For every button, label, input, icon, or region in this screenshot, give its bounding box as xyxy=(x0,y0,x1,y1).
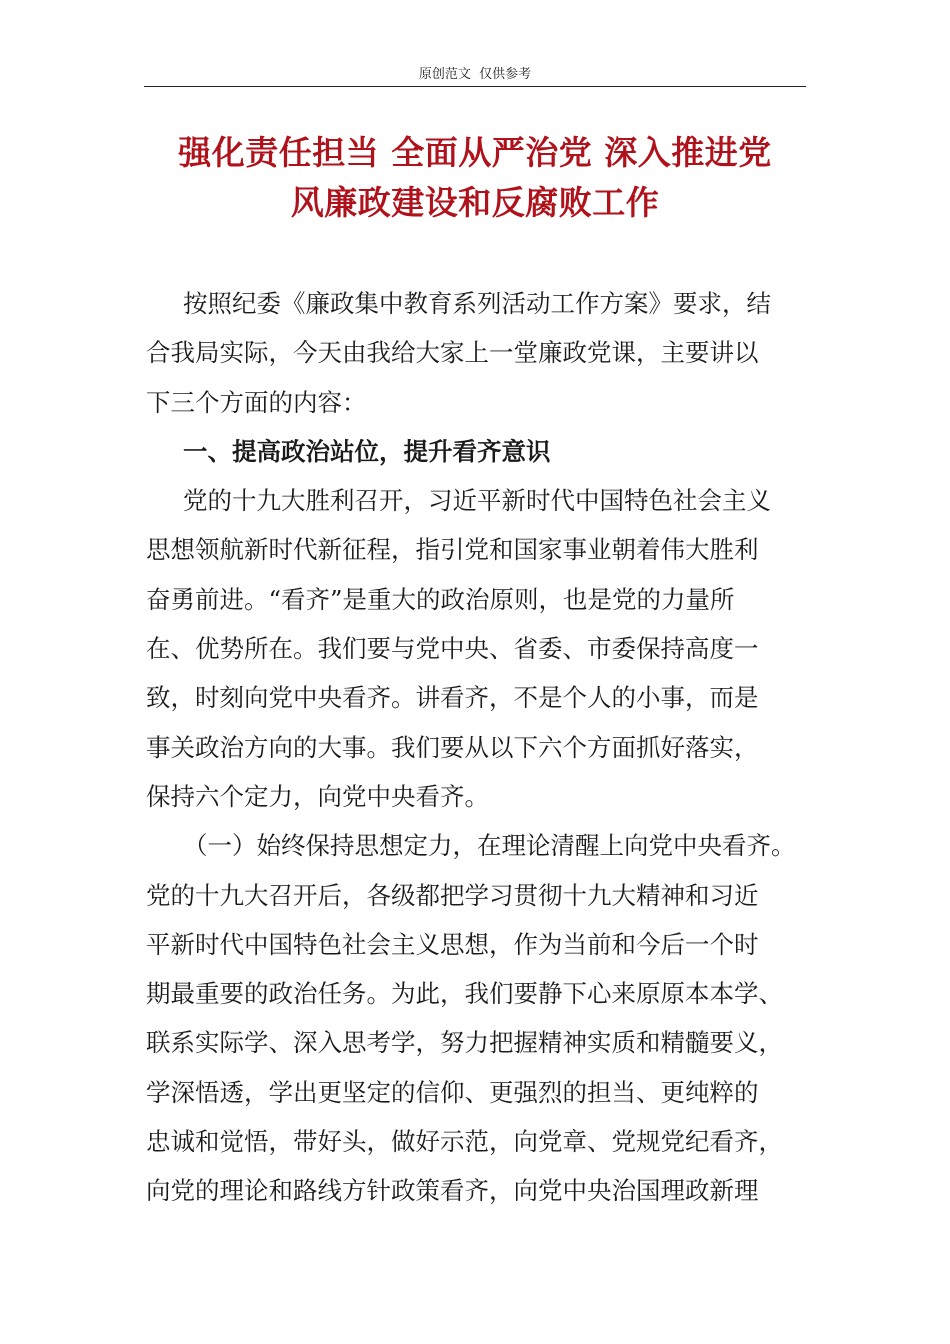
paragraph-line: 按照纪委《廉政集中教育系列活动工作方案》要求，结 xyxy=(183,289,771,318)
paragraph-line: 平新时代中国特色社会主义思想，作为当前和今后一个时 xyxy=(146,929,759,959)
paragraph-line: 保持六个定力，向党中央看齐。 xyxy=(146,781,489,811)
paragraph-line: 学深悟透，学出更坚定的信仰、更强烈的担当、更纯粹的 xyxy=(146,1077,759,1107)
title-line-1: 强化责任担当 全面从严治党 深入推进党 xyxy=(178,133,772,172)
section-heading: 一、提高政治站位，提升看齐意识 xyxy=(183,436,551,466)
document-body xyxy=(146,279,846,1216)
page-header-text: 原创范文 仅供参考 xyxy=(418,67,532,82)
paragraph-line: 向党的理论和路线方针政策看齐，向党中央治国理政新理 xyxy=(146,1176,759,1206)
paragraph-line: 思想领航新时代新征程，指引党和国家事业朝着伟大胜利 xyxy=(146,535,759,565)
document-title xyxy=(140,128,810,228)
paragraph-line: 忠诚和觉悟，带好头，做好示范，向党章、党规党纪看齐， xyxy=(146,1127,783,1157)
paragraph-line: 奋勇前进。“看齐”是重大的政治原则，也是党的力量所 xyxy=(146,584,735,614)
paragraph-line: 事关政治方向的大事。我们要从以下六个方面抓好落实， xyxy=(146,732,759,762)
paragraph-line: （一）始终保持思想定力，在理论清醒上向党中央看齐。 xyxy=(183,831,796,861)
paragraph-line: 党的十九大胜利召开，习近平新时代中国特色社会主义 xyxy=(183,486,771,516)
paragraph-line: 下三个方面的内容： xyxy=(146,387,367,417)
paragraph-line: 期最重要的政治任务。为此，我们要静下心来原原本本学、 xyxy=(146,979,783,1009)
header-divider xyxy=(144,86,806,87)
title-line-2: 风廉政建设和反腐败工作 xyxy=(290,183,660,222)
paragraph-line: 在、优势所在。我们要与党中央、省委、市委保持高度一 xyxy=(146,634,759,664)
paragraph-line: 合我局实际，今天由我给大家上一堂廉政党课，主要讲以 xyxy=(146,338,759,368)
paragraph-line: 联系实际学、深入思考学，努力把握精神实质和精髓要义， xyxy=(146,1028,783,1058)
paragraph-line: 党的十九大召开后，各级都把学习贯彻十九大精神和习近 xyxy=(146,880,759,910)
paragraph-line: 致，时刻向党中央看齐。讲看齐，不是个人的小事，而是 xyxy=(146,683,759,713)
